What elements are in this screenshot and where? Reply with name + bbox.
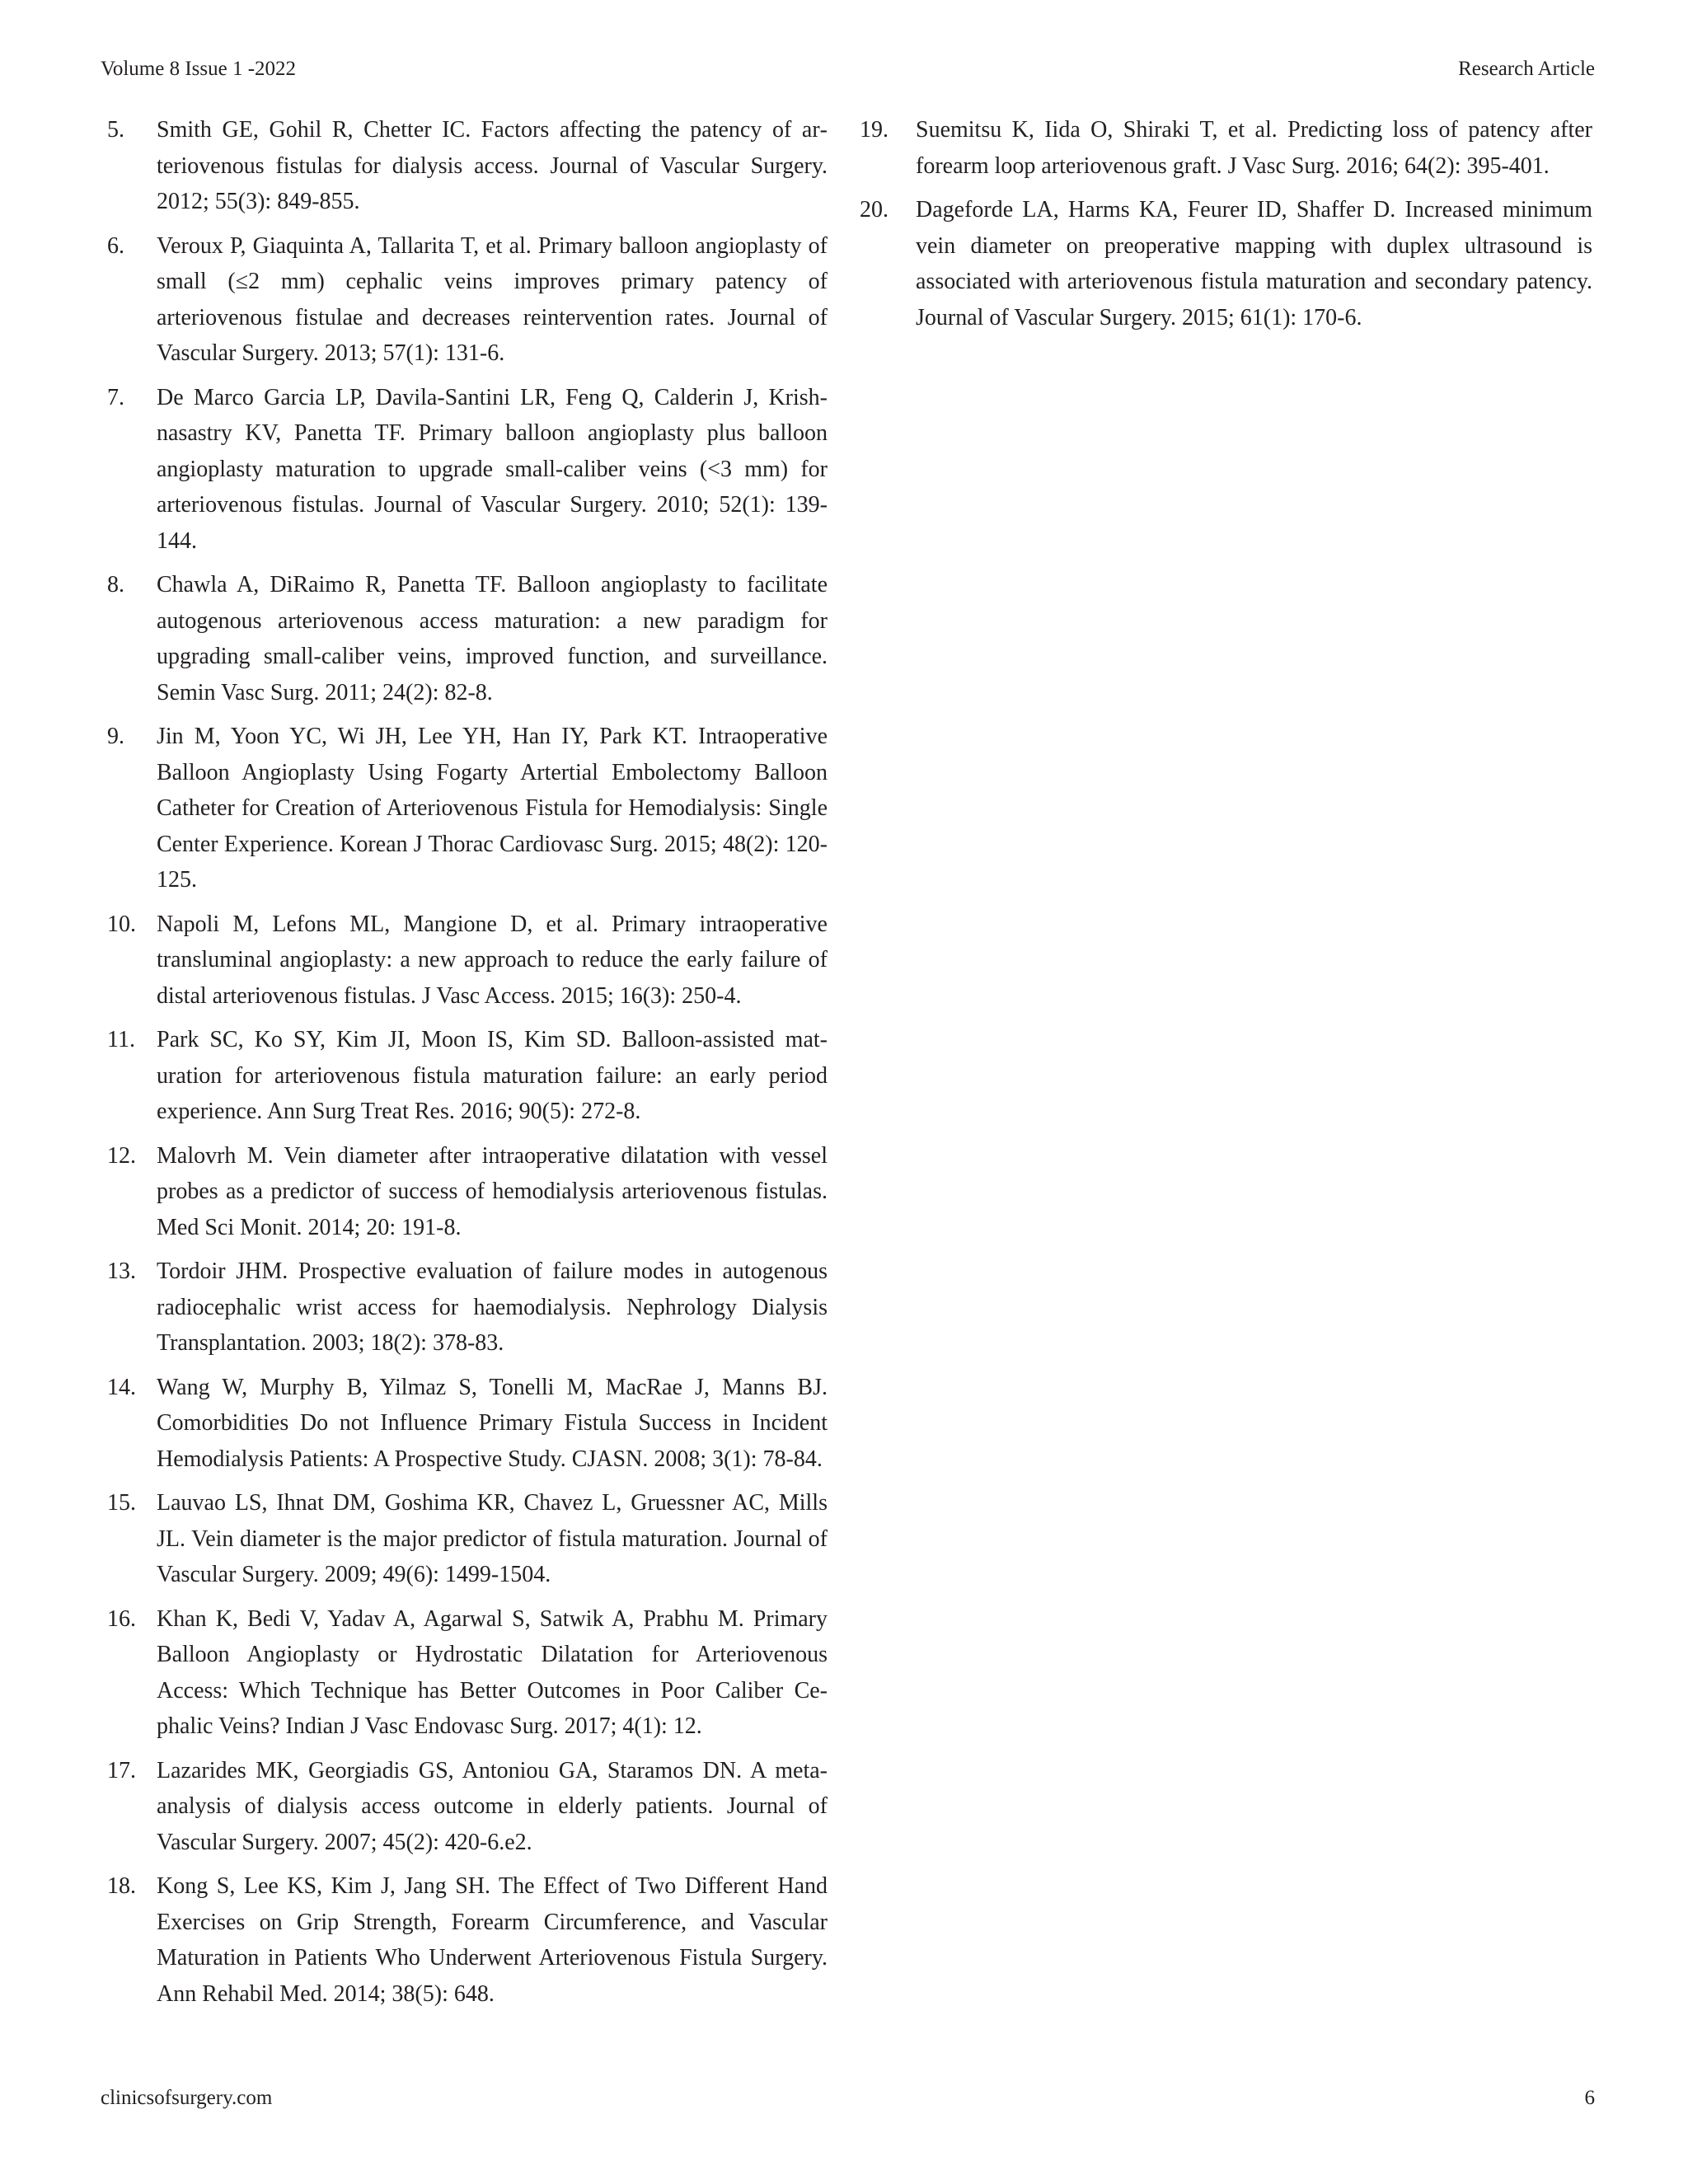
reference-number: 9.	[107, 724, 124, 749]
reference-number: 6.	[107, 232, 124, 259]
reference-number: 7.	[107, 384, 124, 410]
reference-number: 16.	[107, 1605, 136, 1632]
reference-list-left	[101, 112, 828, 2020]
reference-number: 13.	[107, 1258, 136, 1284]
journal-volume: Volume 8 Issue 1 -2022	[101, 58, 297, 80]
reference-text: Smith GE, Gohil R, Chetter IC. Factors affecting the patency of arteriovenous fistulas for dialysis access. Journal of Vascular Surgery. 2012; 55(3): 849-855.	[157, 117, 828, 214]
reference-number: 19.	[860, 117, 889, 143]
article-type: Research Article	[1458, 58, 1595, 80]
reference-text: Napoli M, Lefons ML, Mangione D, et al. Primary intraoperative transluminal angioplasty: a new approach to reduce the early failure of distal arteriovenous fistulas. J Vasc Access. 2015; 16(3): 250-4.	[157, 911, 828, 1009]
reference-item	[101, 907, 828, 1015]
reference-list-right	[860, 112, 1592, 344]
reference-item	[101, 228, 828, 372]
reference-item	[101, 1485, 828, 1593]
reference-number: 17.	[107, 1757, 136, 1783]
reference-text: Chawla A, DiRaimo R, Panetta TF. Balloon angioplasty to facilitate autogenous arteriovenous access maturation: a new paradigm for upgrading small-caliber veins, improved function, and surveillance. Semin Vasc Surg. 2011; 24(2): 82-8.	[157, 572, 828, 705]
reference-item	[101, 1022, 828, 1130]
reference-text: Dageforde LA, Harms KA, Feurer ID, Shaffer D. Increased minimum vein diameter on preoperative mapping with duplex ultrasound is associated with arteriovenous fistula maturation and secondary patency. Journal of Vascular Surgery. 2015; 61(1): 170-6.	[916, 197, 1592, 330]
reference-text: Jin M, Yoon YC, Wi JH, Lee YH, Han IY, Park KT. Intraoperative Balloon Angioplasty Using Fogarty Artertial Embolectomy Balloon Catheter for Creation of Arteriovenous Fistula for Hemodialysis: Single Center Experience. Korean J Thorac Cardiovasc Surg. 2015; 48(2): 120-125.	[157, 724, 828, 893]
reference-number: 11.	[107, 1027, 135, 1052]
reference-text: Malovrh M. Vein diameter after intraoperative dilatation with vessel probes as a predictor of success of hemodialysis arteriovenous fistulas. Med Sci Monit. 2014; 20: 191-8.	[157, 1142, 828, 1240]
reference-text: Veroux P, Giaquinta A, Tallarita T, et al. Primary balloon angioplasty of small (≤2 mm) cephalic veins improves primary patency of arteriovenous fistulae and decreases reintervention rates. Journal of Vascular Surgery. 2013; 57(1): 131-6.	[157, 232, 828, 366]
reference-item	[101, 1138, 828, 1246]
reference-number: 18.	[107, 1873, 136, 1899]
reference-item	[860, 112, 1592, 184]
reference-item	[101, 1753, 828, 1861]
reference-number: 8.	[107, 572, 124, 598]
reference-text: Park SC, Ko SY, Kim JI, Moon IS, Kim SD. Balloon-assisted maturation for arteriovenous fistula maturation failure: an early period experience. Ann Surg Treat Res. 2016; 90(5): 272-8.	[157, 1027, 828, 1124]
reference-item	[101, 1868, 828, 2012]
reference-number: 20.	[860, 197, 889, 223]
reference-text: Lazarides MK, Georgiadis GS, Antoniou GA, Staramos DN. A meta-analysis of dialysis access outcome in elderly patients. Journal of Vascular Surgery. 2007; 45(2): 420-6.e2.	[157, 1757, 828, 1855]
reference-item	[101, 1254, 828, 1361]
reference-number: 10.	[107, 911, 136, 937]
reference-number: 14.	[107, 1374, 136, 1400]
reference-text: Kong S, Lee KS, Kim J, Jang SH. The Effect of Two Different Hand Exercises on Grip Strength, Forearm Circumference, and Vascular Maturation in Patients Who Underwent Arteriovenous Fistula Surgery. Ann Rehabil Med. 2014; 38(5): 648.	[157, 1873, 828, 2007]
reference-text: Wang W, Murphy B, Yilmaz S, Tonelli M, MacRae J, Manns BJ. Comorbidities Do not Influence Primary Fistula Success in Incident Hemodialysis Patients: A Prospective Study. CJASN. 2008; 3(1): 78-84.	[157, 1374, 828, 1472]
reference-text: Khan K, Bedi V, Yadav A, Agarwal S, Satwik A, Prabhu M. Primary Balloon Angioplasty or Hydrostatic Dilatation for Arteriovenous Access: Which Technique has Better Outcomes in Poor Caliber Cephalic Veins? Indian J Vasc Endovasc Surg. 2017; 4(1): 12.	[157, 1605, 828, 1739]
reference-text: Lauvao LS, Ihnat DM, Goshima KR, Chavez L, Gruessner AC, Mills JL. Vein diameter is the major predictor of fistula maturation. Journal of Vascular Surgery. 2009; 49(6): 1499-1504.	[157, 1490, 828, 1587]
reference-item	[101, 567, 828, 710]
page-number: 6	[1584, 2087, 1595, 2109]
reference-text: Tordoir JHM. Prospective evaluation of failure modes in autogenous radiocephalic wrist access for haemodialysis. Nephrology Dialysis Transplantation. 2003; 18(2): 378-83.	[157, 1258, 828, 1356]
reference-number: 15.	[107, 1490, 136, 1516]
reference-item	[860, 192, 1592, 335]
reference-item	[101, 1601, 828, 1745]
reference-item	[101, 1370, 828, 1478]
reference-text: De Marco Garcia LP, Davila-Santini LR, Feng Q, Calderin J, Krishnasastry KV, Panetta TF. Primary balloon angioplasty plus balloon angioplasty maturation to upgrade small-caliber veins (<3 mm) for arteriovenous fistulas. Journal of Vascular Surgery. 2010; 52(1): 139-144.	[157, 384, 828, 554]
journal-website: clinicsofsurgery.com	[101, 2087, 273, 2109]
reference-number: 5.	[107, 117, 124, 143]
reference-number: 12.	[107, 1142, 136, 1169]
reference-item	[101, 380, 828, 560]
reference-item	[101, 112, 828, 220]
reference-item	[101, 719, 828, 898]
reference-text: Suemitsu K, Iida O, Shiraki T, et al. Predicting loss of patency after forearm loop arteriovenous graft. J Vasc Surg. 2016; 64(2): 395-401.	[916, 117, 1592, 179]
